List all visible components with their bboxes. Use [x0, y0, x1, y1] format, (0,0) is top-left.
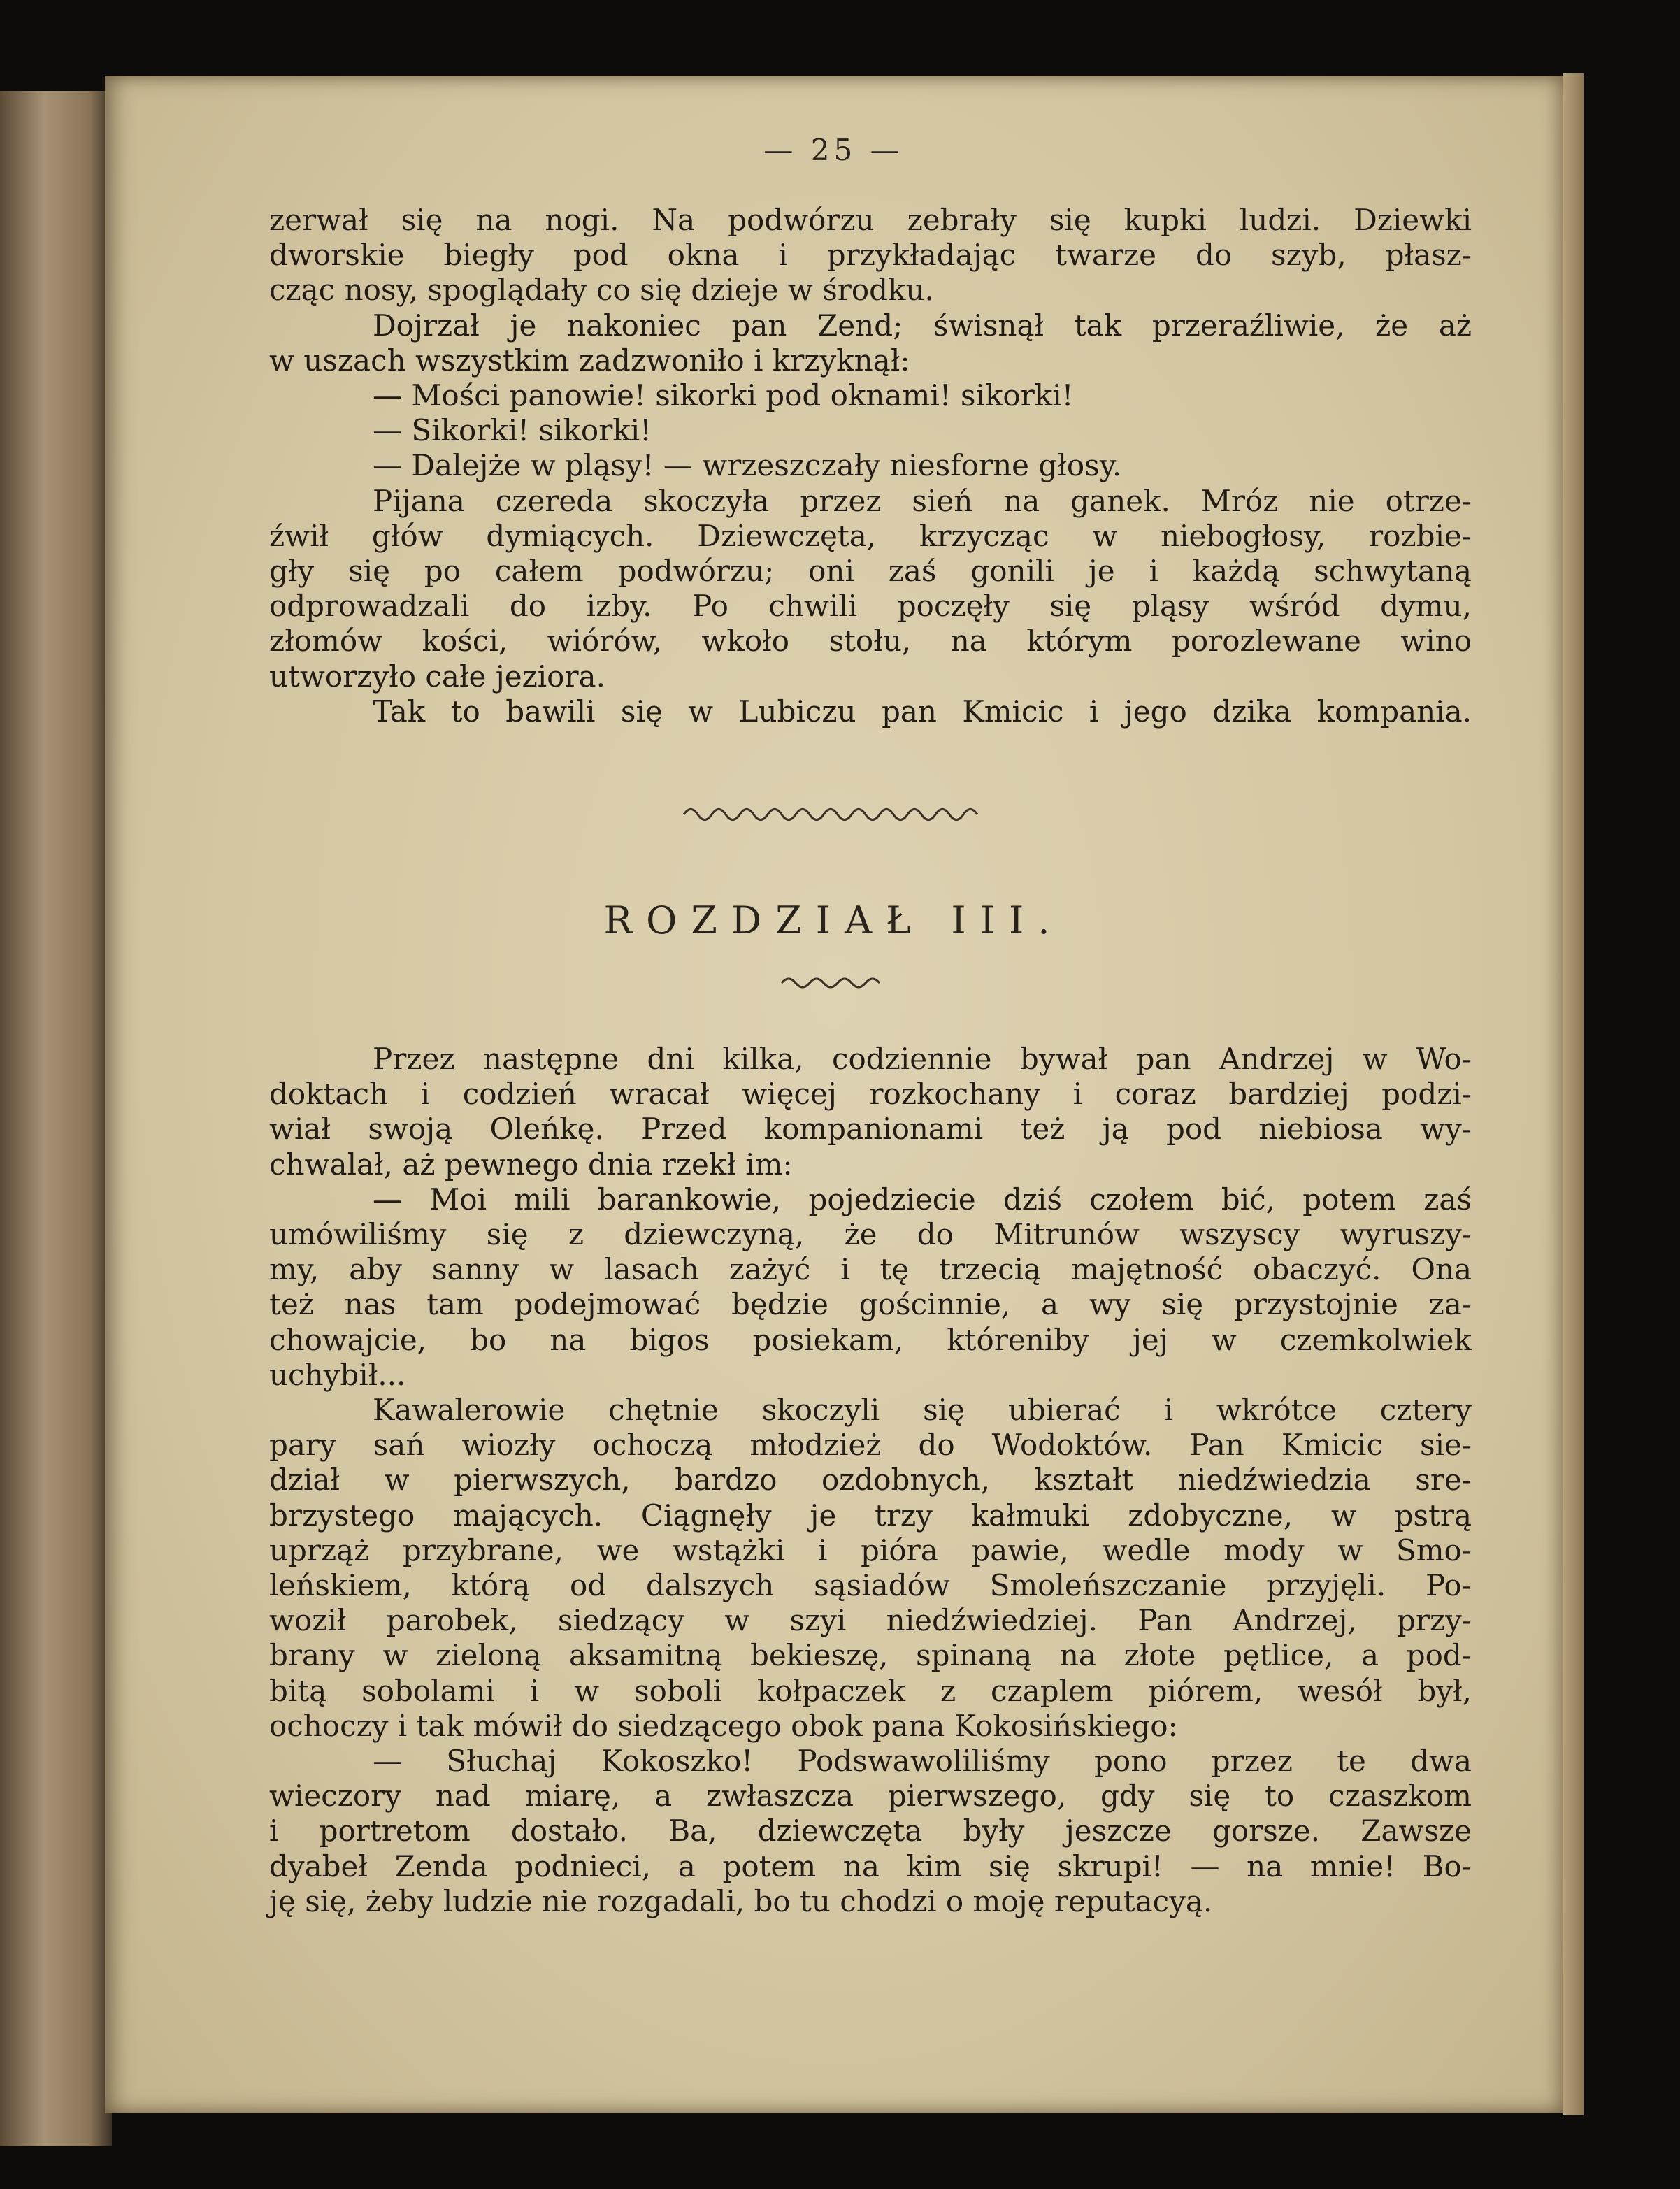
text-line: wieczory nad miarę, a zwłaszcza pierwszego, gdy się to czaszkom — [269, 1779, 1472, 1814]
text-line: też nas tam podejmować będzie gościnnie, a wy się przystojnie za- — [269, 1287, 1472, 1322]
text-line: złomów kości, wiórów, wkoło stołu, na którym porozlewane wino — [269, 624, 1472, 659]
text-line: dworskie biegły pod okna i przykładając twarze do szyb, płasz- — [269, 238, 1472, 273]
book-binding-left — [0, 91, 112, 2146]
text-line: źwił głów dymiących. Dziewczęta, krzycząc w niebogłosy, rozbie- — [269, 518, 1472, 553]
text-line: ochoczy i tak mówił do siedzącego obok pana Kokosińskiego: — [269, 1708, 1178, 1743]
text-line: Kawalerowie chętnie skoczyli się ubierać i wkrótce cztery — [373, 1393, 1472, 1428]
text-line: chwalał, aż pewnego dnia rzekł im: — [269, 1147, 793, 1182]
section-2-text — [269, 1042, 1472, 1919]
page-number: — 25 — — [763, 133, 904, 167]
text-line: pary sań wiozły ochoczą młodzież do Wodoktów. Pan Kmicic sie- — [269, 1428, 1472, 1463]
text-line: chowajcie, bo na bigos posiekam, któreniby jej w czemkolwiek — [269, 1322, 1472, 1357]
ornament-divider-top — [105, 797, 1563, 828]
text-line: w uszach wszystkim zadzwoniło i krzyknął: — [269, 343, 910, 378]
text-line: uchybił... — [269, 1357, 406, 1392]
text-line: i portretom dostało. Ba, dziewczęta były jeszcze gorsze. Zawsze — [269, 1814, 1472, 1849]
text-line: — Mości panowie! sikorki pod oknami! sikorki! — [373, 378, 1074, 413]
text-line: zerwał się na nogi. Na podwórzu zebrały się kupki ludzi. Dziewki — [269, 203, 1472, 237]
text-line: uprząż przybrane, we wstążki i pióra pawie, wedle mody w Smo- — [269, 1533, 1472, 1567]
text-line: gły się po całem podwórzu; oni zaś gonili je i każdą schwytaną — [269, 554, 1472, 589]
ornament-divider-chapter — [105, 970, 1563, 994]
text-line: cząc nosy, spoglądały co się dzieje w środku. — [269, 273, 934, 308]
page-edge-right — [1563, 73, 1584, 2115]
text-line: utworzyło całe jeziora. — [269, 659, 605, 694]
wave-ornament-icon — [680, 797, 988, 825]
text-line: — Sikorki! sikorki! — [373, 413, 652, 448]
text-line: — Dalejże w pląsy! — wrzeszczały niesforne głosy. — [373, 448, 1122, 483]
text-line: bitą sobolami i w soboli kołpaczek z czaplem piórem, wesół był, — [269, 1673, 1472, 1708]
section-1-text — [269, 203, 1472, 729]
text-line: brany w zieloną aksamitną bekieszę, spinaną na złote pętlice, a pod- — [269, 1638, 1472, 1673]
text-line: brzystego mających. Ciągnęły je trzy kałmuki zdobyczne, w pstrą — [269, 1498, 1472, 1533]
text-line: — Słuchaj Kokoszko! Podswawoliliśmy pono przez te dwa — [373, 1744, 1472, 1779]
text-line: odprowadzali do izby. Po chwili poczęły się pląsy wśród dymu, — [269, 589, 1472, 624]
text-line: ję się, żeby ludzie nie rozgadali, bo tu chodzi o moję reputacyą. — [269, 1883, 1213, 1918]
text-line: — Moi mili barankowie, pojedziecie dziś czołem bić, potem zaś — [373, 1182, 1472, 1216]
text-line: leńskiem, którą od dalszych sąsiadów Smoleńszczanie przyjęli. Po- — [269, 1568, 1472, 1603]
text-line: umówiliśmy się z dziewczyną, że do Mitrunów wszyscy wyruszy- — [269, 1217, 1472, 1252]
text-line: dyabeł Zenda podnieci, a potem na kim się skrupi! — na mnie! Bo- — [269, 1849, 1472, 1883]
text-line: my, aby sanny w lasach zażyć i tę trzecią majętność obaczyć. Ona — [269, 1252, 1472, 1287]
wave-ornament-small-icon — [778, 970, 890, 991]
text-line: woził parobek, siedzący w szyi niedźwiedziej. Pan Andrzej, przy- — [269, 1603, 1472, 1638]
text-line: doktach i codzień wracał więcej rozkochany i coraz bardziej podzi- — [269, 1077, 1472, 1112]
text-line: Dojrzał je nakoniec pan Zend; świsnął tak przeraźliwie, że aż — [373, 308, 1472, 343]
text-line: Przez następne dni kilka, codziennie bywał pan Andrzej w Wo- — [373, 1042, 1472, 1076]
text-line: Tak to bawili się w Lubiczu pan Kmicic i jego dzika kompania. — [373, 694, 1472, 729]
text-line: Pijana czereda skoczyła przez sień na ganek. Mróz nie otrze- — [373, 483, 1472, 518]
text-line: dział w pierwszych, bardzo ozdobnych, kształt niedźwiedzia sre- — [269, 1463, 1472, 1498]
text-line: wiał swoją Oleńkę. Przed kompanionami też ją pod niebiosa wy- — [269, 1112, 1472, 1147]
chapter-title: ROZDZIAŁ III. — [603, 898, 1064, 942]
